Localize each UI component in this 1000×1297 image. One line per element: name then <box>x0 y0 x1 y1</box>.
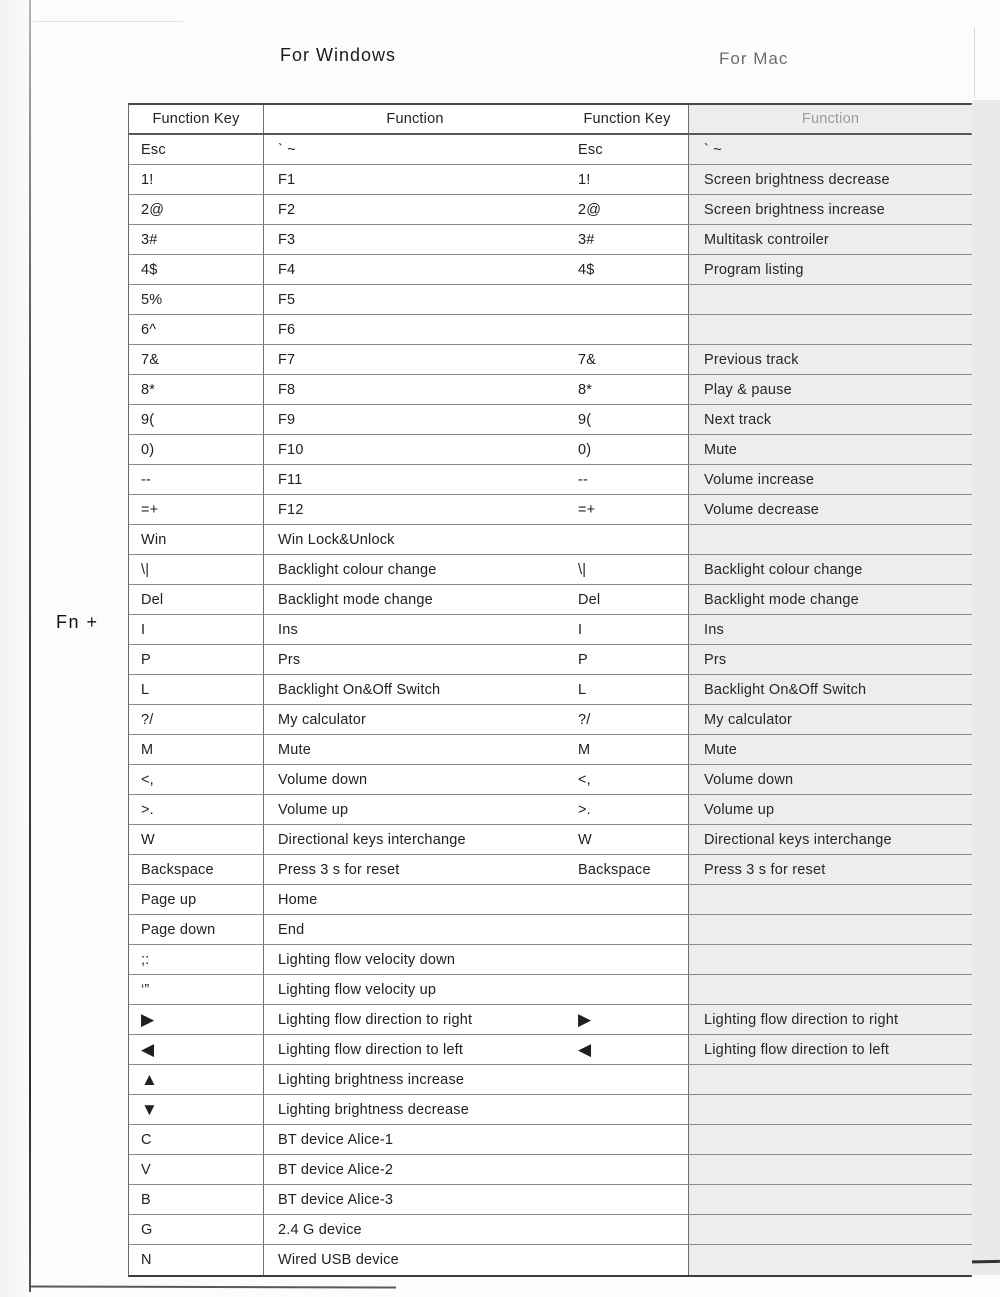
win-key-cell: Backspace <box>129 855 264 884</box>
fn-plus-label: Fn + <box>56 612 99 632</box>
mac-function-cell <box>689 1155 972 1184</box>
mac-key-cell: 3# <box>566 225 689 254</box>
win-function-cell: Win Lock&Unlock <box>278 531 395 548</box>
win-function-cell: BT device Alice-2 <box>278 1161 394 1178</box>
win-key-cell: -- <box>129 465 264 494</box>
scan-edge-line <box>29 0 31 1292</box>
mac-function-cell: Volume decrease <box>689 495 972 524</box>
scan-corner-line <box>33 21 183 22</box>
mac-key-cell <box>566 315 689 344</box>
mac-function-cell: Play & pause <box>689 375 972 404</box>
mac-function-cell: Mute <box>689 735 972 764</box>
win-function-cell: Backlight mode change <box>278 591 433 608</box>
mac-function-cell <box>689 945 972 974</box>
win-key-cell: 2@ <box>129 195 264 224</box>
table-row <box>129 1095 971 1125</box>
mac-key-cell: W <box>566 825 689 854</box>
mac-function-cell: Backlight On&Off Switch <box>689 675 972 704</box>
win-function-cell: BT device Alice-1 <box>278 1131 394 1148</box>
win-function-cell: F2 <box>278 201 296 218</box>
win-key-cell: G <box>129 1215 264 1244</box>
win-function-cell: End <box>278 921 305 938</box>
win-key-cell: 8* <box>129 375 264 404</box>
mac-section-title: For Mac <box>719 49 789 68</box>
win-key-cell: L <box>129 675 264 704</box>
table-row <box>129 675 971 705</box>
win-function-cell: ` ~ <box>278 141 296 158</box>
arrow-left-icon: ◀ <box>129 1035 264 1064</box>
win-function-cell: Volume up <box>278 801 349 818</box>
win-function-key-header: Function Key <box>129 105 264 133</box>
mac-function-cell: Lighting flow direction to right <box>689 1005 972 1034</box>
mac-key-cell <box>566 525 689 554</box>
mac-function-cell: Screen brightness decrease <box>689 165 972 194</box>
win-function-cell: Directional keys interchange <box>278 831 466 848</box>
win-key-cell: I <box>129 615 264 644</box>
mac-key-cell: <, <box>566 765 689 794</box>
table-row <box>129 735 971 765</box>
win-function-cell: Lighting flow velocity down <box>278 951 456 968</box>
win-key-cell: 5% <box>129 285 264 314</box>
mac-key-cell <box>566 1215 689 1244</box>
table-row <box>129 825 971 855</box>
win-function-cell: F1 <box>278 171 296 188</box>
win-key-cell: \| <box>129 555 264 584</box>
table-row <box>129 345 971 375</box>
mac-key-cell: L <box>566 675 689 704</box>
mac-function-cell <box>689 1215 972 1244</box>
mac-key-cell: Esc <box>566 135 689 164</box>
win-function-cell: F4 <box>278 261 296 278</box>
mac-function-cell <box>689 1125 972 1154</box>
mac-key-cell <box>566 885 689 914</box>
mac-key-cell: ?/ <box>566 705 689 734</box>
win-function-cell: Lighting flow velocity up <box>278 981 437 998</box>
table-body <box>129 135 971 1275</box>
table-row <box>129 1005 971 1035</box>
mac-key-cell: 8* <box>566 375 689 404</box>
table-row <box>129 855 971 885</box>
mac-function-cell: Backlight mode change <box>689 585 972 614</box>
mac-function-cell <box>689 1245 972 1275</box>
table-row <box>129 375 971 405</box>
win-key-cell: 6^ <box>129 315 264 344</box>
table-row <box>129 945 971 975</box>
win-key-cell: P <box>129 645 264 674</box>
win-function-cell: Backlight colour change <box>278 561 437 578</box>
mac-function-cell: Previous track <box>689 345 972 374</box>
mac-function-cell: Screen brightness increase <box>689 195 972 224</box>
mac-function-cell: Volume up <box>689 795 972 824</box>
table-row <box>129 435 971 465</box>
mac-key-cell <box>566 1125 689 1154</box>
win-function-cell: 2.4 G device <box>278 1221 362 1238</box>
table-row <box>129 795 971 825</box>
mac-function-cell <box>689 1065 972 1094</box>
mac-key-cell: 2@ <box>566 195 689 224</box>
win-function-cell: Wired USB device <box>278 1252 399 1268</box>
win-function-cell: F8 <box>278 381 296 398</box>
mac-key-cell: Backspace <box>566 855 689 884</box>
mac-key-cell <box>566 1185 689 1214</box>
table-row <box>129 615 971 645</box>
table-row <box>129 1185 971 1215</box>
table-row <box>129 1125 971 1155</box>
scan-right-shading <box>972 100 1000 1275</box>
mac-function-cell <box>689 915 972 944</box>
mac-key-cell: =+ <box>566 495 689 524</box>
arrow-left-icon: ◀ <box>566 1035 689 1064</box>
win-function-cell: F5 <box>278 291 296 308</box>
arrow-right-icon: ▶ <box>129 1005 264 1034</box>
table-row <box>129 525 971 555</box>
win-function-cell: Ins <box>278 621 298 638</box>
mac-key-cell <box>566 945 689 974</box>
table-row <box>129 285 971 315</box>
mac-function-cell: Volume increase <box>689 465 972 494</box>
mac-key-cell <box>566 1245 689 1275</box>
mac-function-cell: Mute <box>689 435 972 464</box>
table-row <box>129 885 971 915</box>
scan-right-edge-line <box>974 28 975 98</box>
mac-function-cell: Press 3 s for reset <box>689 855 972 884</box>
win-function-cell: F12 <box>278 501 304 518</box>
win-key-cell: >. <box>129 795 264 824</box>
mac-key-cell <box>566 915 689 944</box>
table-row <box>129 765 971 795</box>
mac-function-cell <box>689 525 972 554</box>
mac-key-cell: >. <box>566 795 689 824</box>
mac-function-cell <box>689 1185 972 1214</box>
win-key-cell: ;: <box>129 945 264 974</box>
mac-key-cell: 0) <box>566 435 689 464</box>
mac-function-cell: Next track <box>689 405 972 434</box>
table-row <box>129 705 971 735</box>
mac-function-key-header: Function Key <box>566 105 689 133</box>
win-function-cell: F11 <box>278 471 303 488</box>
win-key-cell: 1! <box>129 165 264 194</box>
win-function-header: Function <box>386 111 444 127</box>
win-function-cell: Prs <box>278 651 301 668</box>
mac-key-cell: 4$ <box>566 255 689 284</box>
mac-key-cell: P <box>566 645 689 674</box>
mac-function-cell <box>689 975 972 1004</box>
win-function-cell: BT device Alice-3 <box>278 1191 394 1208</box>
function-key-table <box>128 103 972 1277</box>
table-row <box>129 165 971 195</box>
win-function-cell: My calculator <box>278 711 367 728</box>
win-key-cell: Win <box>129 525 264 554</box>
win-function-cell: F9 <box>278 411 296 428</box>
win-key-cell: M <box>129 735 264 764</box>
mac-key-cell: I <box>566 615 689 644</box>
mac-function-cell <box>689 285 972 314</box>
table-row <box>129 1035 971 1065</box>
table-row <box>129 405 971 435</box>
mac-function-cell: Volume down <box>689 765 972 794</box>
mac-function-cell: Program listing <box>689 255 972 284</box>
win-key-cell: N <box>129 1245 264 1275</box>
mac-function-cell: Ins <box>689 615 972 644</box>
mac-key-cell: 9( <box>566 405 689 434</box>
win-function-cell: Home <box>278 891 318 908</box>
mac-function-cell: ` ~ <box>689 135 972 164</box>
mac-key-cell <box>566 975 689 1004</box>
win-key-cell: Esc <box>129 135 264 164</box>
win-function-cell: Lighting brightness increase <box>278 1071 465 1088</box>
page-left-margin <box>0 0 29 1297</box>
table-row <box>129 1245 971 1275</box>
win-function-cell: Backlight On&Off Switch <box>278 681 441 698</box>
win-key-cell: Page up <box>129 885 264 914</box>
table-row <box>129 1155 971 1185</box>
mac-function-cell <box>689 315 972 344</box>
table-row <box>129 975 971 1005</box>
mac-function-cell: Prs <box>689 645 972 674</box>
win-key-cell: B <box>129 1185 264 1214</box>
windows-section-title: For Windows <box>280 45 397 65</box>
table-row <box>129 195 971 225</box>
mac-key-cell <box>566 1095 689 1124</box>
mac-function-cell: Multitask controiler <box>689 225 972 254</box>
win-function-cell: F10 <box>278 441 304 458</box>
table-row <box>129 915 971 945</box>
win-function-cell: Lighting brightness decrease <box>278 1101 469 1118</box>
mac-key-cell: -- <box>566 465 689 494</box>
win-key-cell: 9( <box>129 405 264 434</box>
arrow-right-icon: ▶ <box>566 1005 689 1034</box>
table-row <box>129 465 971 495</box>
win-key-cell: V <box>129 1155 264 1184</box>
win-key-cell: Del <box>129 585 264 614</box>
mac-key-cell <box>566 1065 689 1094</box>
win-key-cell: Page down <box>129 915 264 944</box>
win-key-cell: W <box>129 825 264 854</box>
win-function-cell: Lighting flow direction to right <box>278 1011 473 1028</box>
mac-function-cell: My calculator <box>689 705 972 734</box>
mac-key-cell <box>566 285 689 314</box>
win-function-cell: Mute <box>278 741 312 758</box>
arrow-down-icon: ▼ <box>129 1095 264 1124</box>
table-row <box>129 1065 971 1095</box>
table-row <box>129 135 971 165</box>
win-key-cell: 3# <box>129 225 264 254</box>
mac-key-cell: Del <box>566 585 689 614</box>
arrow-up-icon: ▲ <box>129 1065 264 1094</box>
win-key-cell: 4$ <box>129 255 264 284</box>
win-function-cell: Press 3 s for reset <box>278 861 400 878</box>
mac-function-cell <box>689 1095 972 1124</box>
win-key-cell: C <box>129 1125 264 1154</box>
mac-key-cell <box>566 1155 689 1184</box>
table-row <box>129 255 971 285</box>
mac-key-cell: 1! <box>566 165 689 194</box>
table-row <box>129 1215 971 1245</box>
win-function-cell: F7 <box>278 351 296 368</box>
win-key-cell: =+ <box>129 495 264 524</box>
table-header-row <box>129 105 971 135</box>
table-row <box>129 585 971 615</box>
table-row <box>129 315 971 345</box>
mac-function-header: Function <box>689 105 972 133</box>
win-function-cell: Volume down <box>278 771 368 788</box>
mac-key-cell: M <box>566 735 689 764</box>
win-function-cell: F6 <box>278 321 296 338</box>
scan-bottom-edge-left <box>31 1286 396 1289</box>
win-key-cell: <, <box>129 765 264 794</box>
mac-function-cell: Lighting flow direction to left <box>689 1035 972 1064</box>
win-key-cell: ?/ <box>129 705 264 734</box>
table-row <box>129 555 971 585</box>
table-row <box>129 495 971 525</box>
win-key-cell: ‘” <box>129 975 264 1004</box>
win-key-cell: 0) <box>129 435 264 464</box>
mac-key-cell: 7& <box>566 345 689 374</box>
mac-key-cell: \| <box>566 555 689 584</box>
table-row <box>129 225 971 255</box>
win-key-cell: 7& <box>129 345 264 374</box>
win-function-cell: Lighting flow direction to left <box>278 1041 464 1058</box>
mac-function-cell: Directional keys interchange <box>689 825 972 854</box>
mac-function-cell: Backlight colour change <box>689 555 972 584</box>
win-function-cell: F3 <box>278 231 296 248</box>
mac-function-cell <box>689 885 972 914</box>
table-row <box>129 645 971 675</box>
